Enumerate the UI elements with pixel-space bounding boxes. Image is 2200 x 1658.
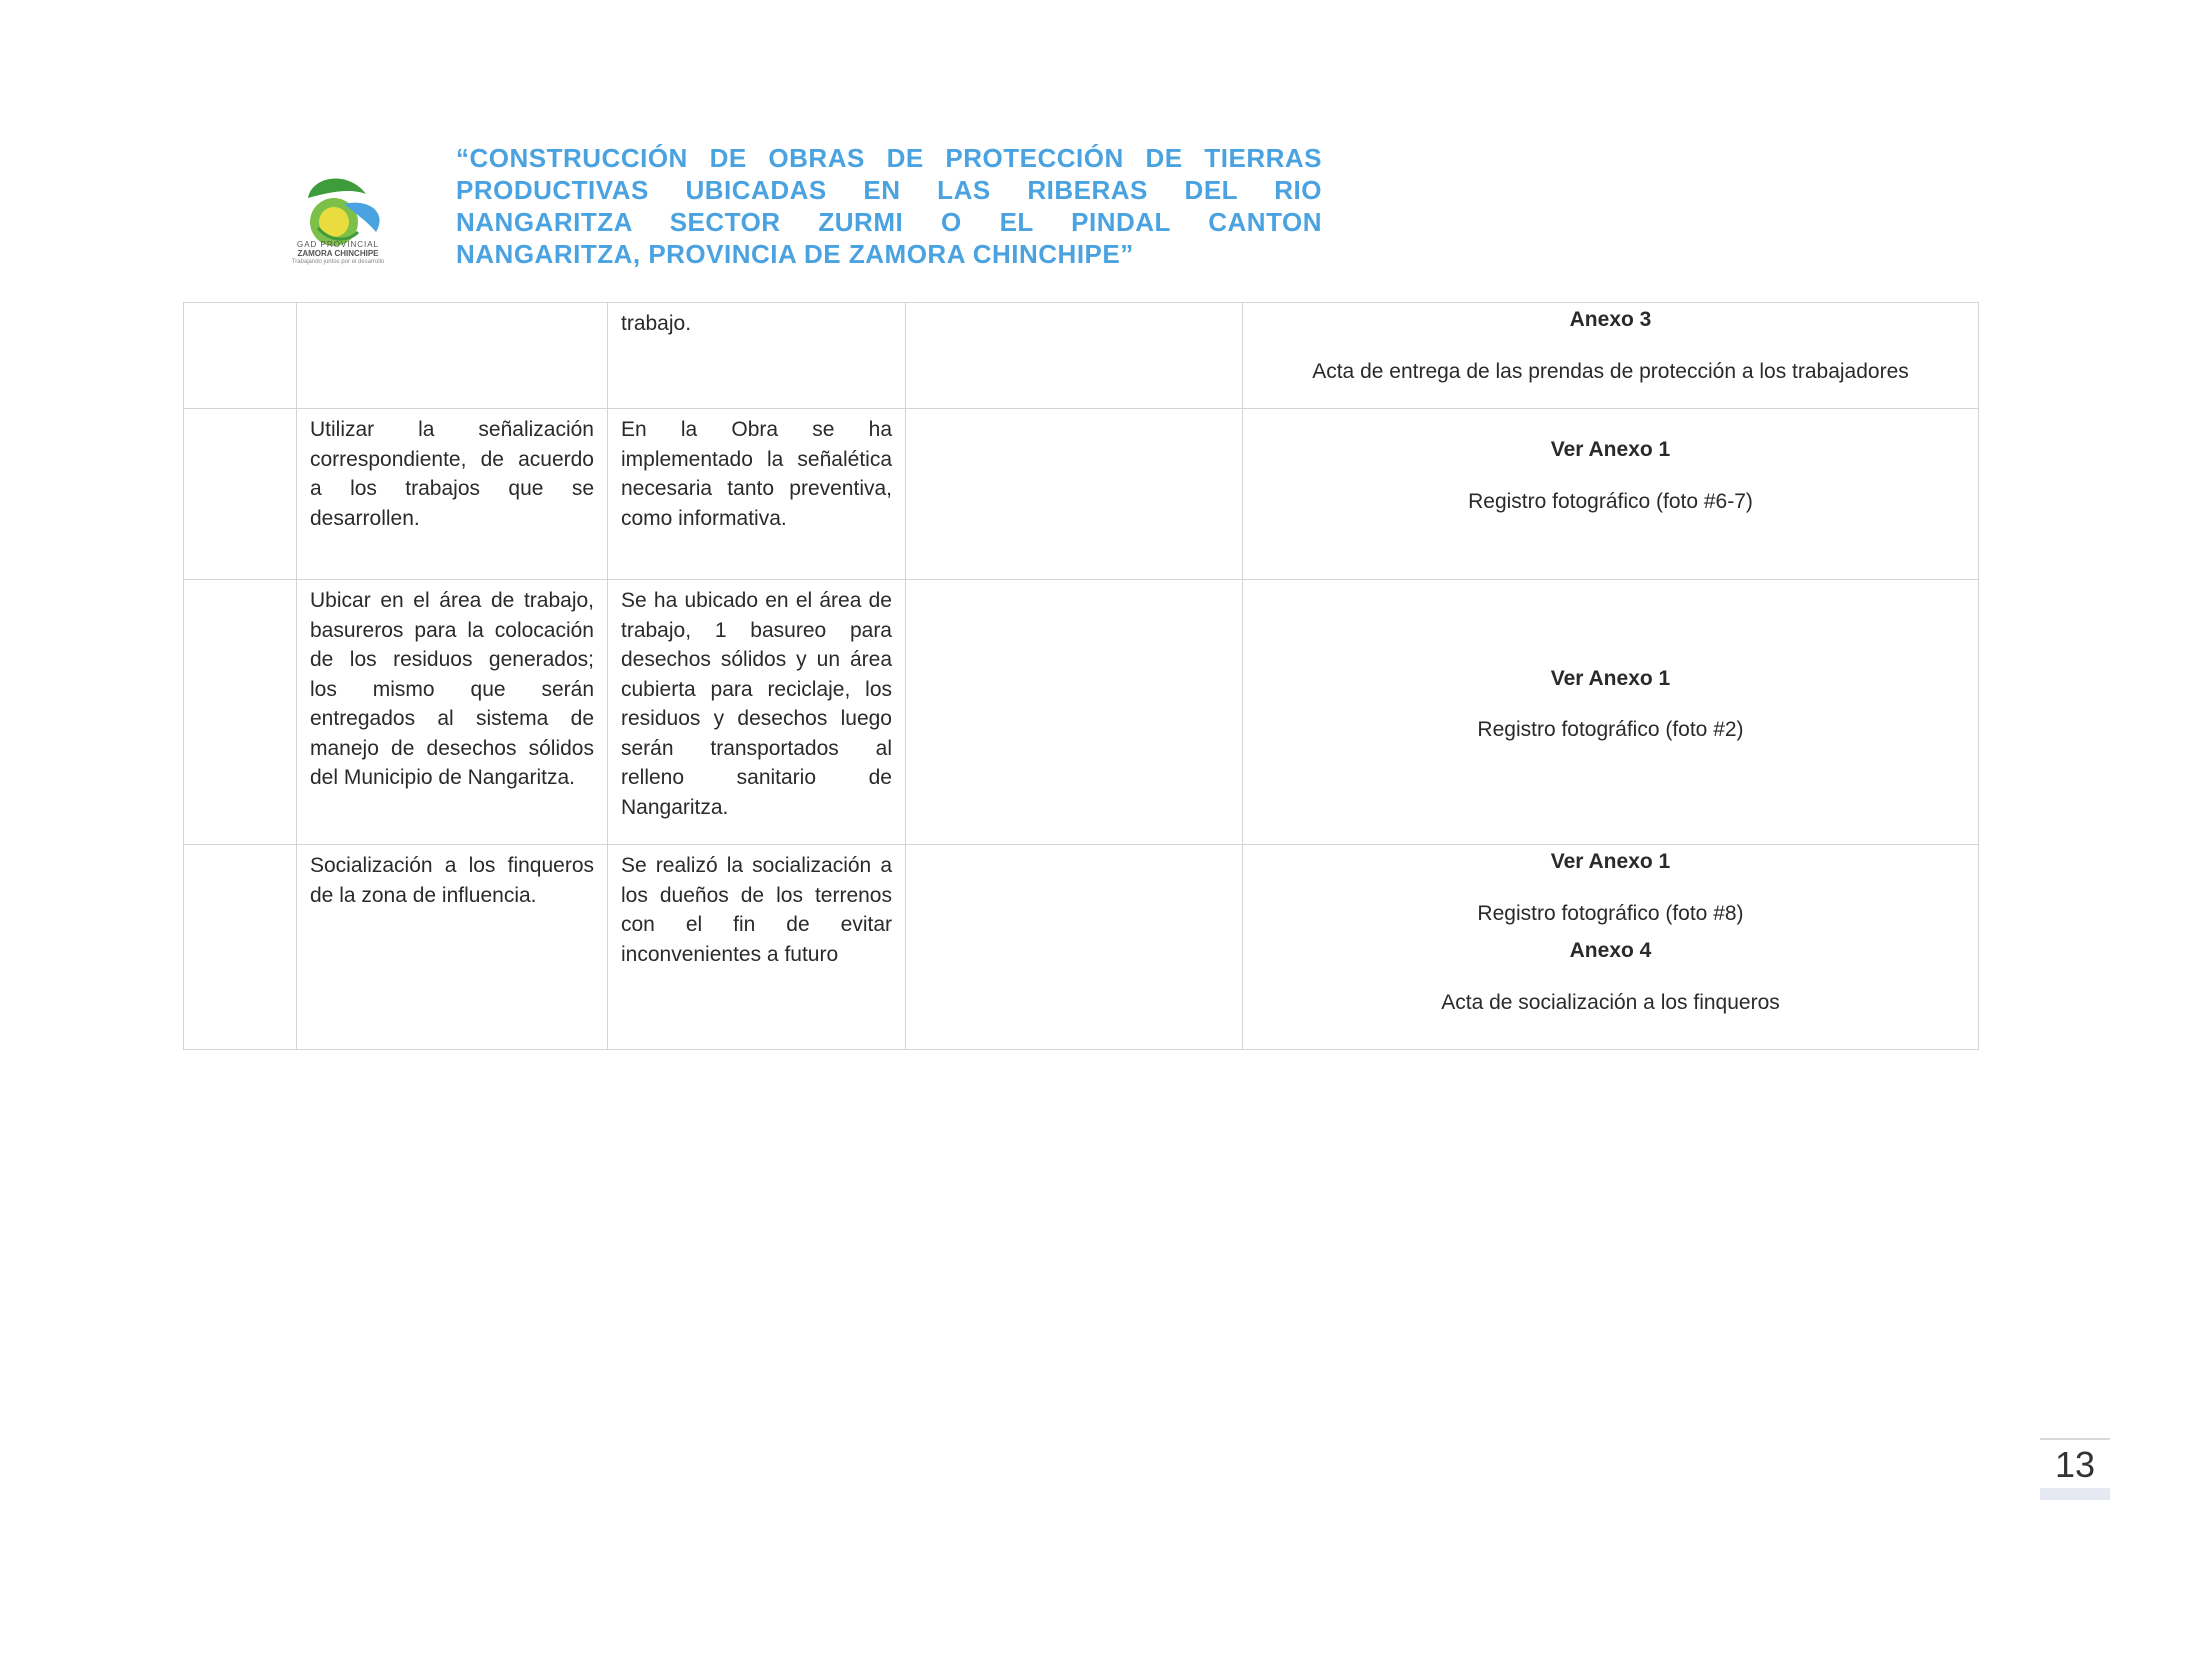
annex-cell — [1243, 303, 1979, 409]
annex-description: Acta de entrega de las prendas de protección a los trabajadores — [1312, 359, 1909, 383]
table-row — [184, 845, 1979, 1050]
annex-cell — [1243, 845, 1979, 1050]
annex-title: Ver Anexo 1 — [1550, 666, 1671, 690]
empty-cell — [906, 409, 1243, 580]
annex-title: Anexo 3 — [1569, 308, 1652, 331]
blank-cell — [184, 303, 297, 409]
result-cell: En la Obra se ha implementado la señalética necesaria tanto preventiva, como informativa. — [608, 409, 906, 580]
empty-cell — [906, 303, 1243, 409]
empty-cell — [906, 580, 1243, 845]
compliance-table — [183, 302, 1979, 1050]
logo-line-3: Trabajando juntos por el desarrollo — [291, 259, 385, 265]
page-number-underline — [2040, 1488, 2110, 1500]
blank-cell — [184, 580, 297, 845]
measure-cell: Ubicar en el área de trabajo, basureros para la colocación de los residuos generados; los mismo que serán entregados al sistema de manejo de desechos sólidos del Municipio de Nangaritza. — [297, 580, 608, 845]
measure-cell: Utilizar la señalización correspondiente, de acuerdo a los trabajos que se desarrollen. — [297, 409, 608, 580]
annex-description: Registro fotográfico (foto #6-7) — [1468, 489, 1753, 513]
annex-description: Registro fotográfico (foto #8) — [1477, 901, 1744, 925]
result-cell: trabajo. — [608, 303, 906, 409]
logo-caption — [270, 240, 406, 267]
blank-cell — [184, 409, 297, 580]
page-number: 13 — [2040, 1438, 2110, 1486]
result-cell: Se ha ubicado en el área de trabajo, 1 basureo para desechos sólidos y un área cubierta para reciclaje, los residuos y desechos luego serán transportados al relleno sanitario de Nangaritza. — [608, 580, 906, 845]
annex-cell — [1243, 409, 1979, 580]
logo-line-2: ZAMORA CHINCHIPE — [297, 249, 379, 258]
annex-title: Anexo 4 — [1569, 939, 1652, 962]
annex-description: Acta de socialización a los finqueros — [1441, 990, 1780, 1014]
annex-title: Ver Anexo 1 — [1550, 850, 1671, 873]
table-row — [184, 580, 1979, 845]
annex-description: Registro fotográfico (foto #2) — [1477, 718, 1744, 741]
result-cell: Se realizó la socialización a los dueños de los terrenos con el fin de evitar inconvenientes a futuro — [608, 845, 906, 1050]
table-row — [184, 303, 1979, 409]
measure-cell — [297, 303, 608, 409]
annex-title: Ver Anexo 1 — [1550, 438, 1671, 461]
blank-cell — [184, 845, 297, 1050]
annex-cell — [1243, 580, 1979, 845]
logo-line-1: GAD PROVINCIAL — [296, 240, 379, 249]
empty-cell — [906, 845, 1243, 1050]
document-title: “CONSTRUCCIÓN DE OBRAS DE PROTECCIÓN DE TIERRAS PRODUCTIVAS UBICADAS EN LAS RIBERAS DEL RIO NANGARITZA SECTOR ZURMI O EL PINDAL CANTON NANGARITZA, PROVINCIA DE ZAMORA CHINCHIPE” — [456, 143, 1322, 269]
measure-cell: Socialización a los finqueros de la zona de influencia. — [297, 845, 608, 1050]
table-row — [184, 409, 1979, 580]
